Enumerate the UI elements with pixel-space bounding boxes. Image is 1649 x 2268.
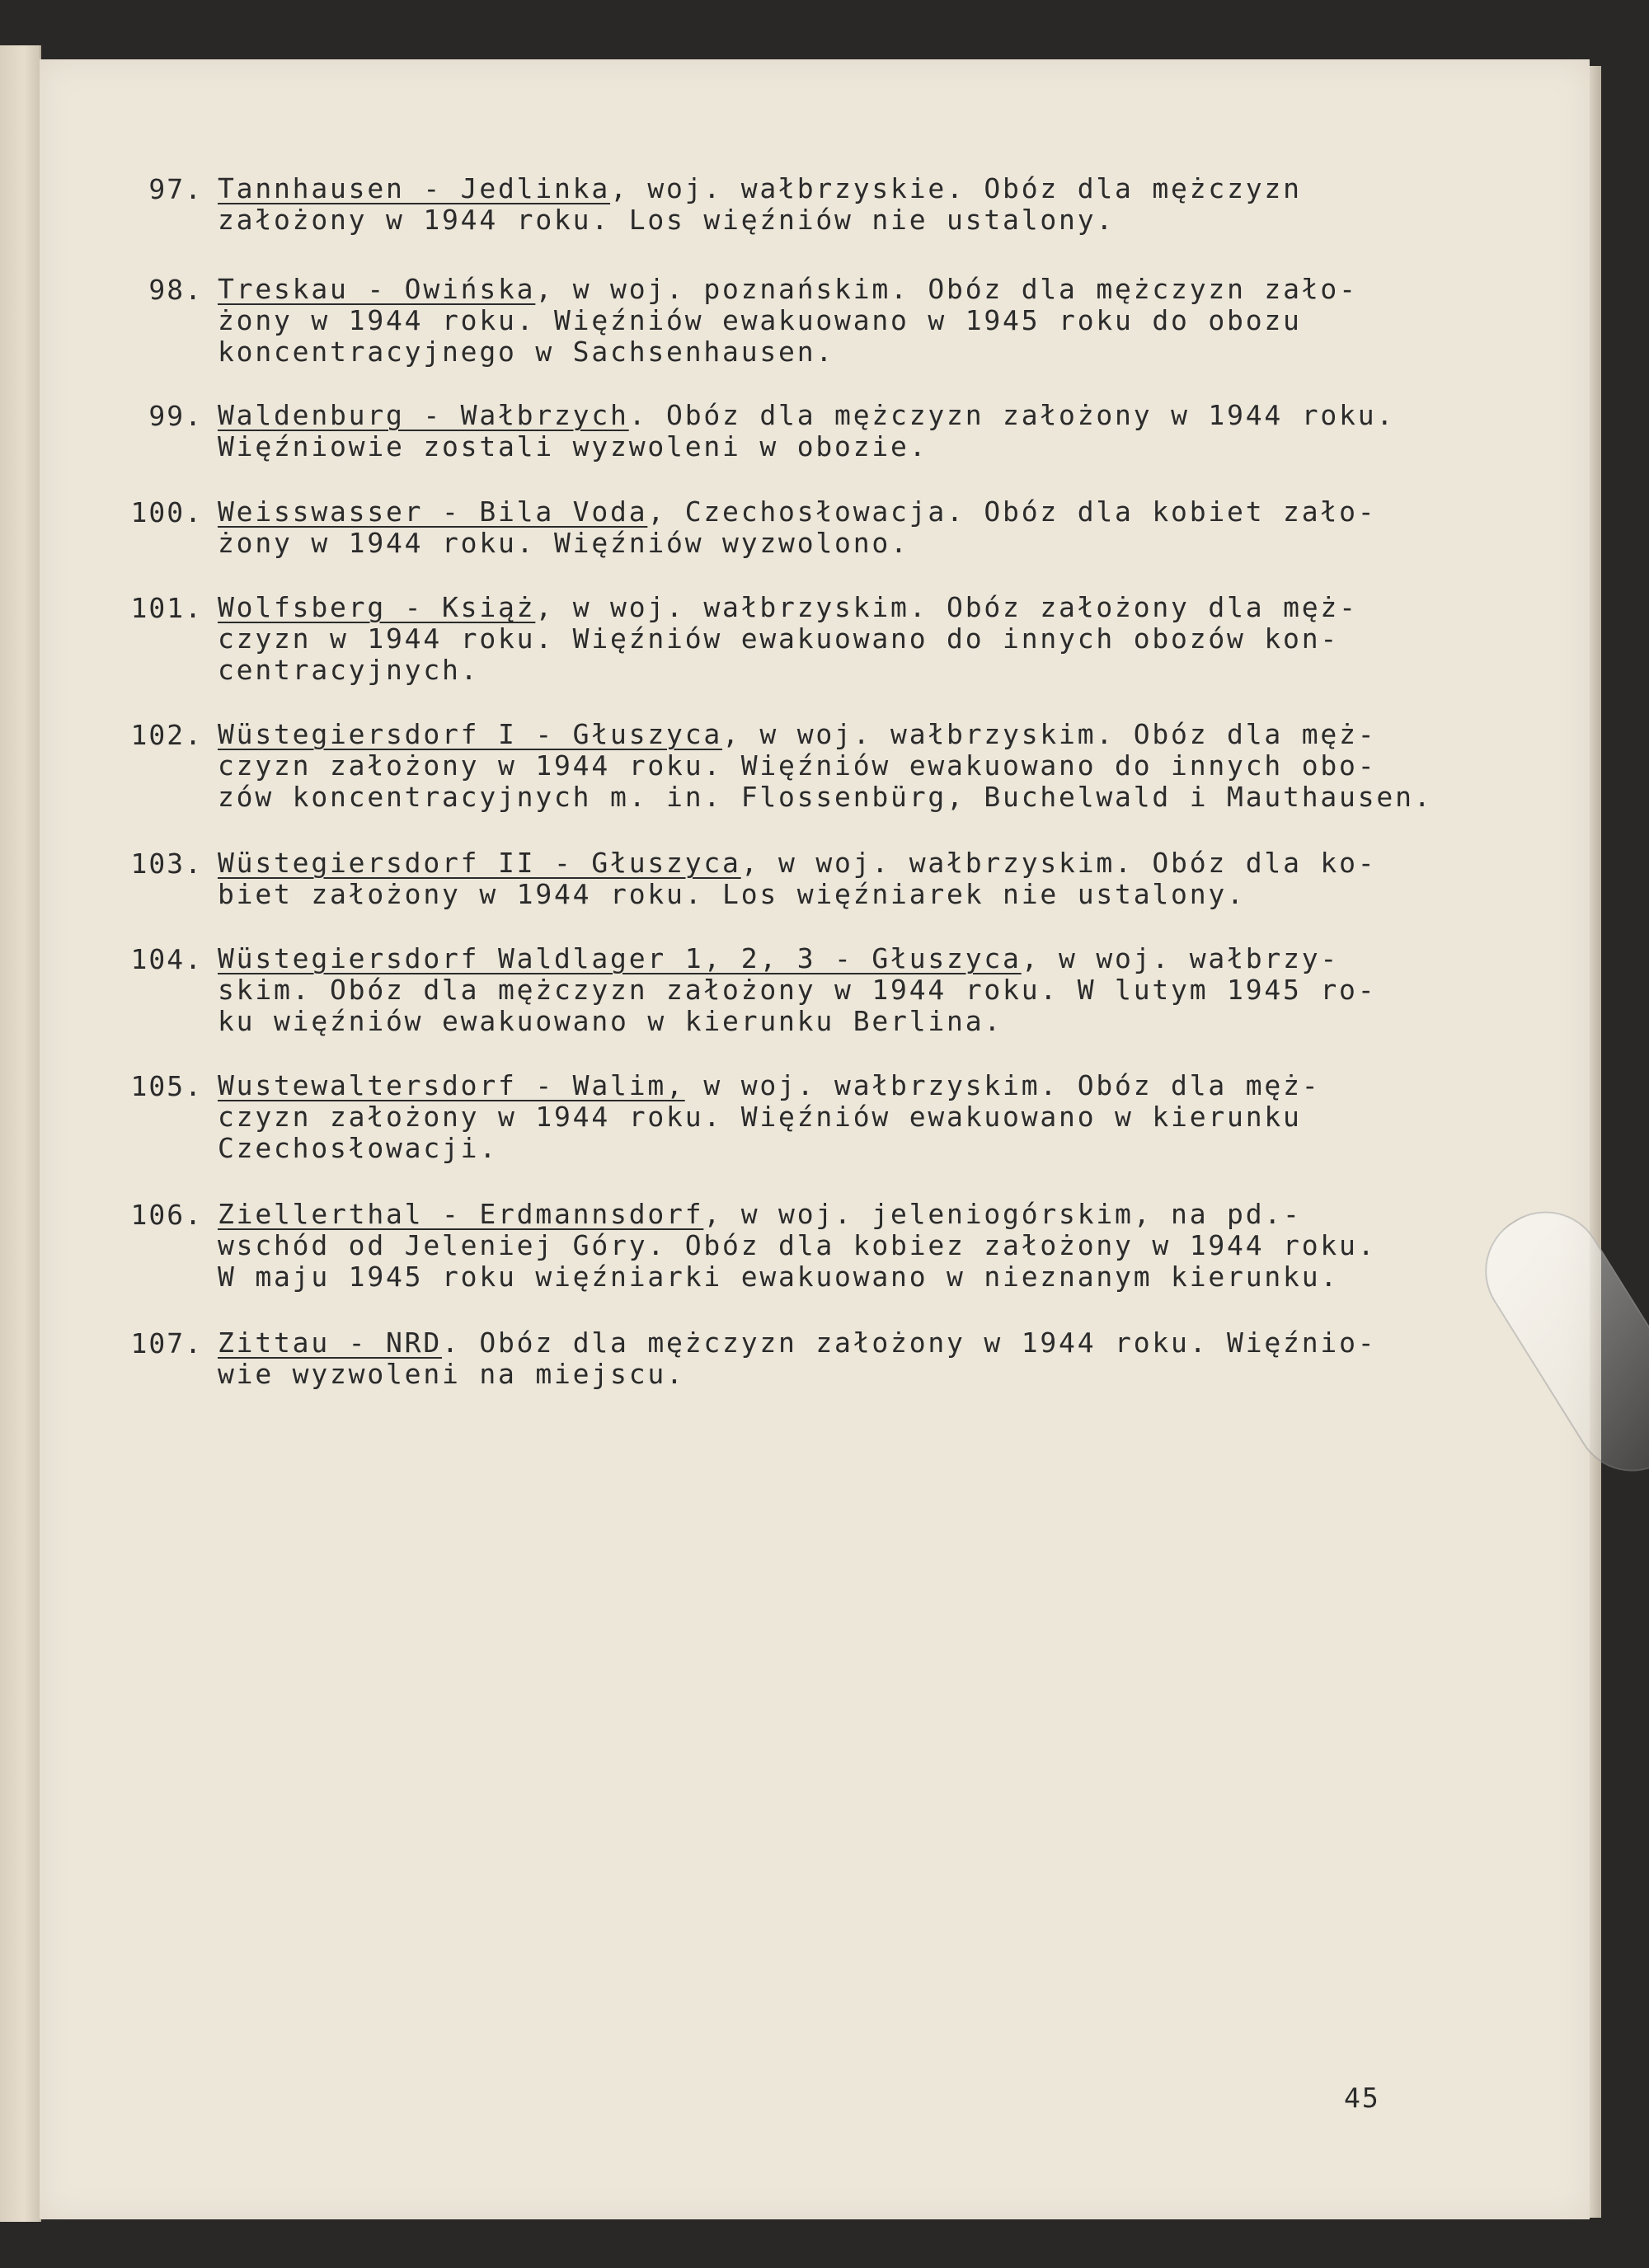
entry-text: , Czechosłowacja. Obóz dla kobiet zało-	[647, 495, 1377, 528]
entry-number: 107.	[130, 1327, 203, 1359]
left-page-edge	[0, 45, 41, 2222]
entry-text-line: czyzn założony w 1944 roku. Więźniów ewakuowano w kierunku	[218, 1101, 1302, 1133]
place-name: Ziellerthal - Erdmannsdorf	[218, 1198, 704, 1230]
place-name: Wolfsberg - Książ	[218, 591, 536, 623]
entry-number: 105.	[130, 1070, 203, 1102]
entry-text: , w woj. poznańskim. Obóz dla mężczyzn zało-	[535, 273, 1358, 305]
place-name: Wustewaltersdorf - Walim,	[218, 1069, 685, 1101]
entry-text-line: Czechosłowacji.	[218, 1132, 499, 1164]
entry-text-line: biet założony w 1944 roku. Los więźniarek nie ustalony.	[218, 878, 1246, 910]
entry-number: 104.	[130, 943, 203, 975]
page-right-edge	[1590, 66, 1601, 2218]
entry-text: . Obóz dla mężczyzn założony w 1944 roku. Więźnio-	[442, 1327, 1377, 1359]
entry-text: , w woj. wałbrzy-	[1021, 942, 1340, 974]
entry-number: 97.	[148, 173, 203, 205]
entry-number: 99.	[148, 400, 203, 432]
entry-text-line: centracyjnych.	[218, 654, 480, 686]
entry-text: , w woj. wałbrzyskim. Obóz dla męż-	[722, 718, 1377, 750]
entry-text-line: czyzn w 1944 roku. Więźniów ewakuowano do innych obozów kon-	[218, 622, 1340, 655]
place-name: Zittau - NRD	[218, 1327, 443, 1359]
place-name: Wüstegiersdorf I - Głuszyca	[218, 718, 723, 750]
entry-text-line: ku więźniów ewakuowano w kierunku Berlina.	[218, 1005, 1003, 1037]
entry-text-line: czyzn założony w 1944 roku. Więźniów ewakuowano do innych obo-	[218, 749, 1377, 782]
entry-number: 103.	[130, 848, 203, 880]
place-name: Tannhausen - Jedlinka	[218, 172, 611, 204]
page-number: 45	[1344, 2082, 1380, 2114]
entry-text-line: żony w 1944 roku. Więźniów wyzwolono.	[218, 527, 909, 559]
entry-text: w woj. wałbrzyskim. Obóz dla męż-	[684, 1069, 1321, 1101]
entry-text: , w woj. wałbrzyskim. Obóz dla ko-	[740, 847, 1377, 879]
entry-text: . Obóz dla mężczyzn założony w 1944 roku.	[628, 399, 1396, 431]
entry-number: 98.	[148, 274, 203, 306]
entry-number: 102.	[130, 719, 203, 751]
place-name: Waldenburg - Wałbrzych	[218, 399, 629, 431]
entry-text: , w woj. wałbrzyskim. Obóz założony dla męż-	[535, 591, 1358, 623]
entry-text-line: założony w 1944 roku. Los więźniów nie ustalony.	[218, 204, 1116, 236]
place-name: Weisswasser - Bila Voda	[218, 495, 648, 528]
entry-number: 100.	[130, 496, 203, 528]
place-name: Wüstegiersdorf Waldlager 1, 2, 3 - Głuszyca	[218, 942, 1022, 974]
entry-text-line: Więźniowie zostali wyzwoleni w obozie.	[218, 430, 928, 463]
entry-text-line: zów koncentracyjnych m. in. Flossenbürg, Buchelwald i Mauthausen.	[218, 781, 1433, 813]
entry-number: 106.	[130, 1199, 203, 1231]
entry-text-line: W maju 1945 roku więźniarki ewakuowano w nieznanym kierunku.	[218, 1261, 1340, 1293]
place-name: Treskau - Owińska	[218, 273, 536, 305]
entry-text-line: wschód od Jeleniej Góry. Obóz dla kobiez założony w 1944 roku.	[218, 1229, 1377, 1261]
place-name: Wüstegiersdorf II - Głuszyca	[218, 847, 741, 879]
entry-text-line: koncentracyjnego w Sachsenhausen.	[218, 336, 835, 368]
entry-text-line: skim. Obóz dla mężczyzn założony w 1944 roku. W lutym 1945 ro-	[218, 974, 1377, 1006]
entry-number: 101.	[130, 592, 203, 624]
entry-text: , w woj. jeleniogórskim, na pd.-	[703, 1198, 1302, 1230]
entry-text-line: żony w 1944 roku. Więźniów ewakuowano w 1945 roku do obozu	[218, 304, 1302, 336]
entry-text: , woj. wałbrzyskie. Obóz dla mężczyzn	[610, 172, 1302, 204]
entry-text-line: wie wyzwoleni na miejscu.	[218, 1358, 685, 1390]
